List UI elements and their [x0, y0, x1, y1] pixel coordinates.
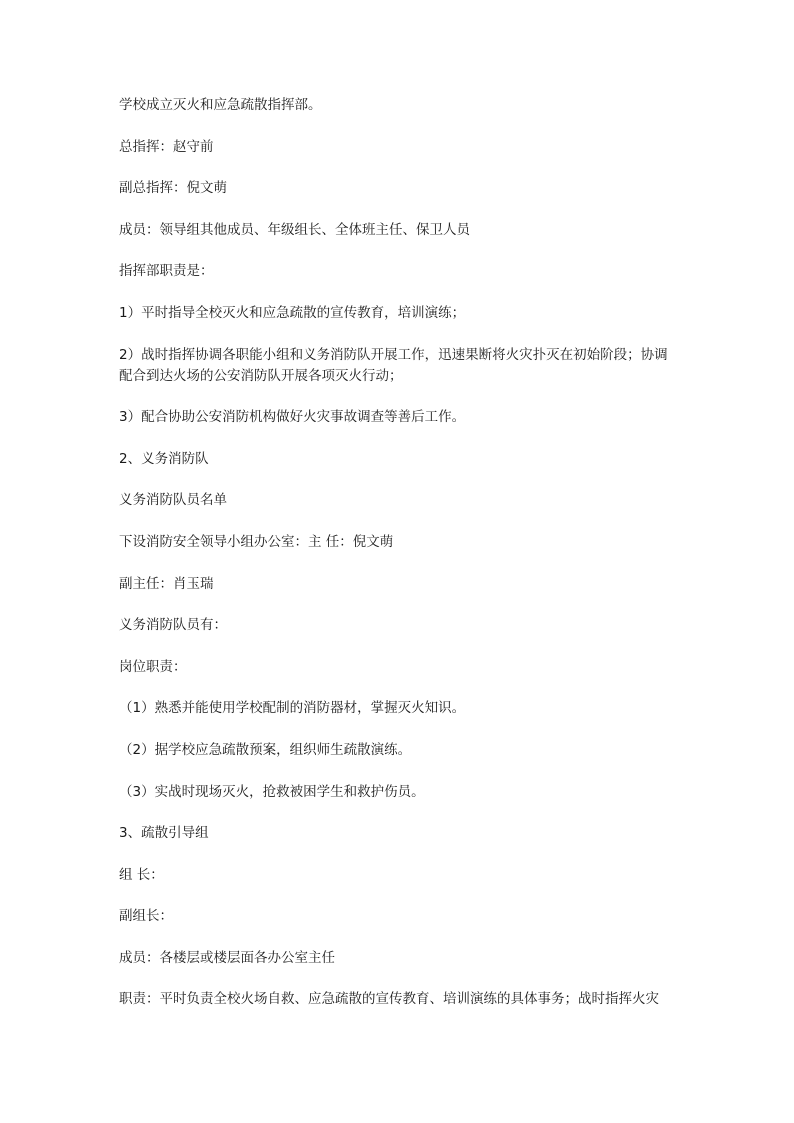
- paragraph-team-members: 义务消防队员有：: [119, 617, 227, 634]
- paragraph-group-leader: 组 长：: [119, 866, 164, 883]
- paragraph-post-duty-2: （2）据学校应急疏散预案，组织师生疏散演练。: [119, 741, 412, 758]
- section-heading-volunteer-fire-team: 2、义务消防队: [119, 450, 209, 467]
- paragraph-deputy-group-leader: 副组长：: [119, 908, 173, 925]
- paragraph-post-duties-heading: 岗位职责：: [119, 658, 187, 675]
- paragraph-duty-1: 1）平时指导全校灭火和应急疏散的宣传教育，培训演练；: [119, 304, 466, 321]
- paragraph-duties-heading: 指挥部职责是：: [119, 263, 214, 280]
- paragraph-post-duty-1: （1）熟悉并能使用学校配制的消防器材，掌握灭火知识。: [119, 700, 466, 717]
- paragraph-deputy-director: 副主任：肖玉瑞: [119, 575, 214, 592]
- paragraph-commander: 总指挥：赵守前: [119, 138, 214, 155]
- section-heading-evacuation-group: 3、疏散引导组: [119, 825, 209, 842]
- paragraph-team-list: 义务消防队员名单: [119, 492, 227, 509]
- paragraph-duty-2: 2）战时指挥协调各职能小组和义务消防队开展工作，迅速果断将火灾扑灭在初始阶段；协调配合到达火场的公安消防队开展各项灭火行动；: [119, 346, 668, 384]
- paragraph-deputy-commander: 副总指挥：倪文萌: [119, 180, 227, 197]
- paragraph-members: 成员：领导组其他成员、年级组长、全体班主任、保卫人员: [119, 221, 470, 238]
- paragraph-duty-3: 3）配合协助公安消防机构做好火灾事故调查等善后工作。: [119, 409, 466, 426]
- document-body: [119, 95, 679, 1031]
- paragraph-group-duties: 职责：平时负责全校火场自救、应急疏散的宣传教育、培训演练的具体事务；战时指挥火灾: [119, 991, 659, 1008]
- paragraph-post-duty-3: （3）实战时现场灭火，抢救被困学生和救护伤员。: [119, 783, 425, 800]
- paragraph-group-members: 成员：各楼层或楼层面各办公室主任: [119, 949, 335, 966]
- paragraph-office: 下设消防安全领导小组办公室：主 任：倪文萌: [119, 533, 394, 550]
- paragraph-intro: 学校成立灭火和应急疏散指挥部。: [119, 97, 322, 113]
